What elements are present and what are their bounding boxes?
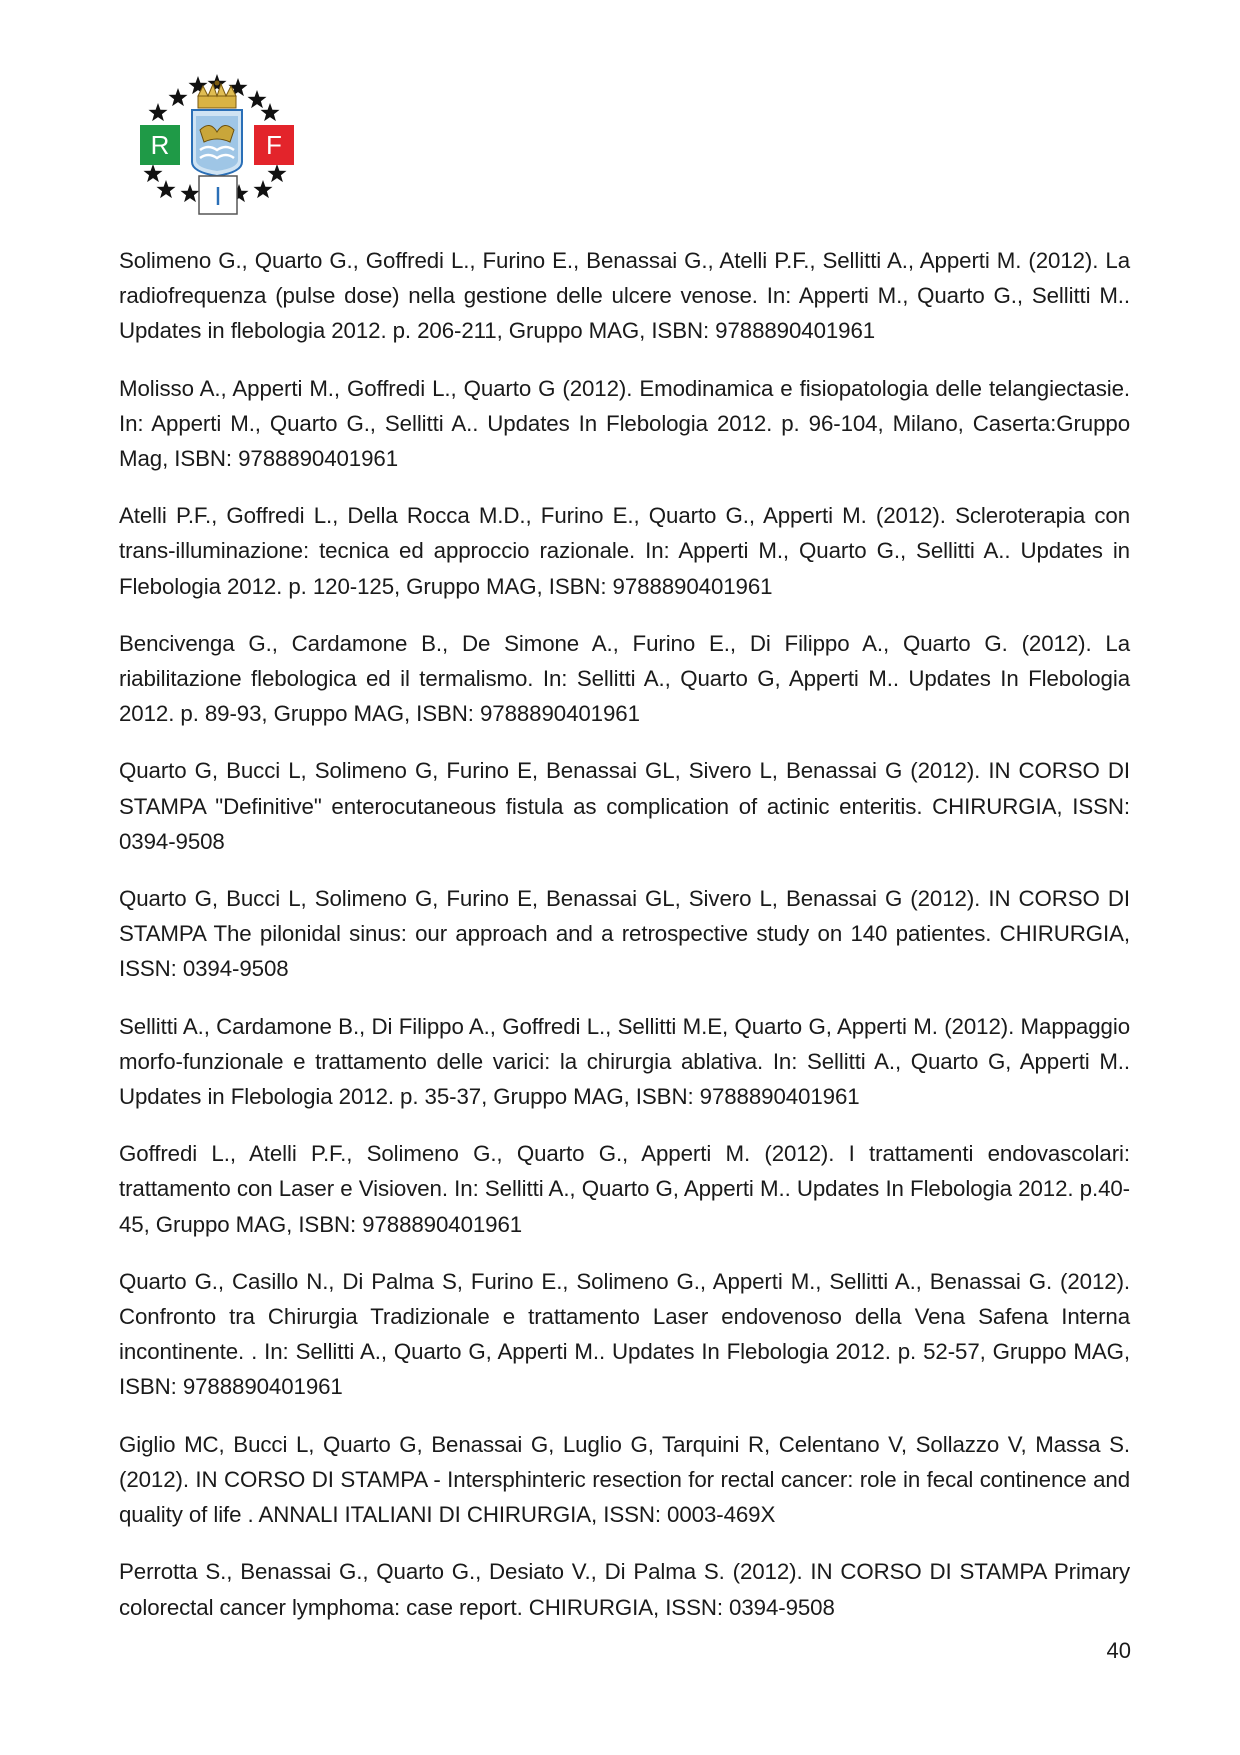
reference-entry: Quarto G, Bucci L, Solimeno G, Furino E, Benassai GL, Sivero L, Benassai G (2012). IN CORSO DI STAMPA "Definitive" enterocutaneous fistula as complication of actinic enteritis. CHIRURGIA, ISSN: 0394-9508 [119, 758, 1130, 854]
page-number: 40 [1106, 1638, 1131, 1663]
reference-entry: Bencivenga G., Cardamone B., De Simone A., Furino E., Di Filippo A., Quarto G. (2012). La riabilitazione flebologica ed il termalismo. In: Sellitti A., Quarto G, Apperti M.. Updates In Flebologia 2012. p. 89-93, Gruppo MAG, ISBN: 9788890401961 [119, 630, 1130, 727]
logo-letter-f: F [266, 130, 282, 160]
reference-entry: Sellitti A., Cardamone B., Di Filippo A., Goffredi L., Sellitti M.E, Quarto G, Apperti M. (2012). Mappaggio morfo-funzionale e trattamento delle varici: la chirurgia ablativa. In: Sellitti A., Quarto G, Apperti M.. Updates in Flebologia 2012. p. 35-37, Gruppo MAG, ISBN: 9788890401961 [119, 1013, 1130, 1110]
i-flag-box [199, 176, 237, 214]
star-icon [268, 164, 287, 182]
coat-of-arms-icon [192, 110, 242, 176]
reference-entry: Solimeno G., Quarto G., Goffredi L., Furino E., Benassai G., Atelli P.F., Sellitti A., Apperti M. (2012). La radiofrequenza (pulse dose) nella gestione delle ulcere venose. In: Apperti M., Quarto G., Sellitti M.. Updates in flebologia 2012. p. 206-211, Gruppo MAG, ISBN: 9788890401961 [119, 248, 1130, 344]
star-icon [157, 180, 176, 198]
reference-entry: Quarto G., Casillo N., Di Palma S, Furino E., Solimeno G., Apperti M., Sellitti A., Benassai G. (2012). Confronto tra Chirurgia Tradizionale e trattamento Laser endovenoso della Vena Safena Interna incontinente. . In: Sellitti A., Quarto G, Apperti M.. Updates In Flebologia 2012. p. 52-57, Gruppo MAG, ISBN: 9788890401961 [119, 1268, 1130, 1400]
rfi-logo [120, 70, 310, 240]
reference-entry: Molisso A., Apperti M., Goffredi L., Quarto G (2012). Emodinamica e fisiopatologia delle telangiectasie. In: Apperti M., Quarto G., Sellitti A.. Updates In Flebologia 2012. p. 96-104, Milano, Caserta:Gruppo Mag, ISBN: 9788890401961 [119, 375, 1130, 472]
r-flag-box [140, 125, 180, 165]
star-icon [169, 88, 188, 106]
star-icon [248, 90, 267, 108]
f-flag-box [254, 125, 294, 165]
publication-list [119, 243, 1130, 1647]
reference-entry: Quarto G, Bucci L, Solimeno G, Furino E, Benassai GL, Sivero L, Benassai G (2012). IN CORSO DI STAMPA The pilonidal sinus: our approach and a retrospective study on 140 patientes. CHIRURGIA, ISSN: 0394-9508 [119, 886, 1130, 982]
reference-entry: Atelli P.F., Goffredi L., Della Rocca M.D., Furino E., Quarto G., Apperti M. (2012). Scleroterapia con trans-illuminazione: tecnica ed approccio razionale. In: Apperti M., Quarto G., Sellitti A.. Updates in Flebologia 2012. p. 120-125, Gruppo MAG, ISBN: 9788890401961 [119, 503, 1130, 599]
star-icon [181, 184, 200, 202]
star-icon [149, 103, 168, 121]
logo-letter-r: R [150, 130, 170, 160]
reference-entry: Goffredi L., Atelli P.F., Solimeno G., Quarto G., Apperti M. (2012). I trattamenti endovascolari: trattamento con Laser e Visioven. In: Sellitti A., Quarto G, Apperti M.. Updates In Flebologia 2012. p.40-45, Gruppo MAG, ISBN: 9788890401961 [119, 1141, 1130, 1237]
rfi-logo-graphic [120, 70, 310, 240]
star-icon [254, 180, 273, 198]
star-icon [144, 164, 163, 182]
star-icon [261, 103, 280, 121]
reference-entry: Perrotta S., Benassai G., Quarto G., Desiato V., Di Palma S. (2012). IN CORSO DI STAMPA Primary colorectal cancer lymphoma: case report. CHIRURGIA, ISSN: 0394-9508 [119, 1559, 1130, 1620]
reference-entry: Giglio MC, Bucci L, Quarto G, Benassai G, Luglio G, Tarquini R, Celentano V, Sollazzo V, Massa S. (2012). IN CORSO DI STAMPA - Intersphinteric resection for rectal cancer: role in fecal continence and quality of life . ANNALI ITALIANI DI CHIRURGIA, ISSN: 0003-469X [119, 1431, 1130, 1528]
logo-letter-i: I [214, 181, 222, 211]
